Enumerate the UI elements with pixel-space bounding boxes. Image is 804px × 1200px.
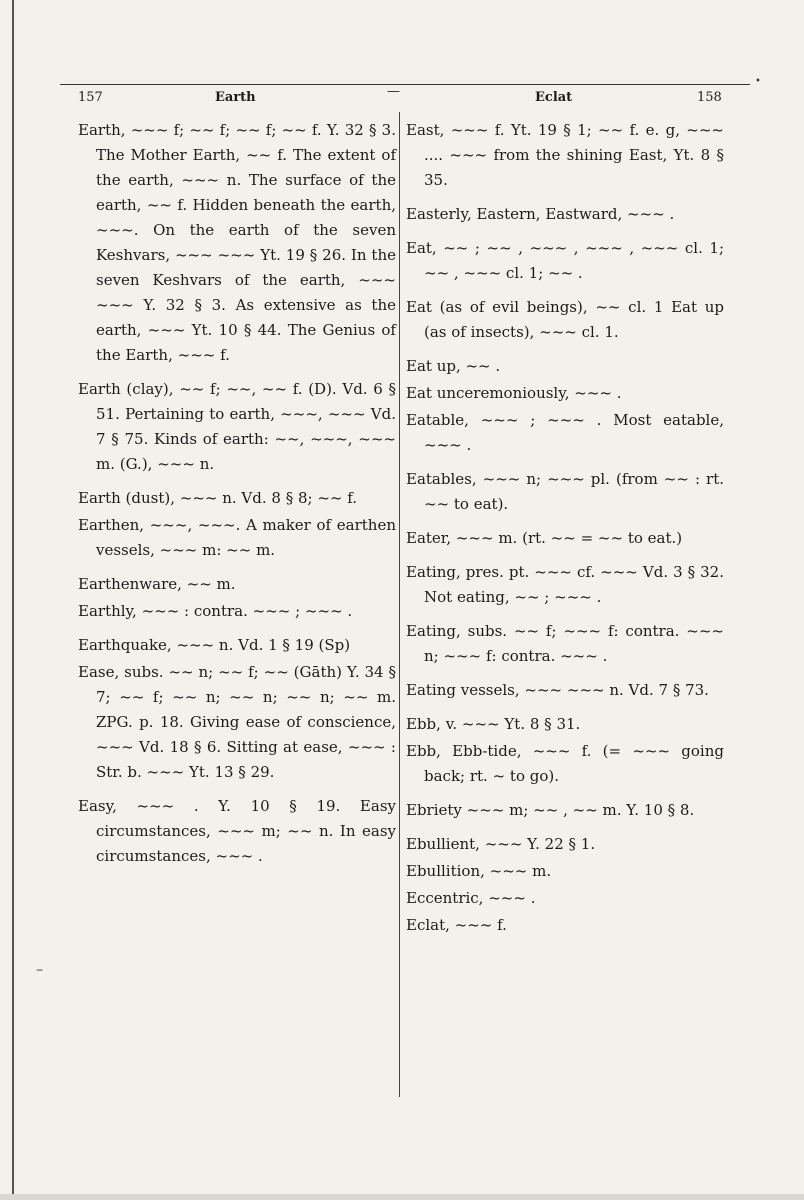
- entry-eat-evil-beings: Eat (as of evil beings), ~~ cl. 1 Eat up (as of insects), ~~~ cl. 1.: [406, 298, 724, 341]
- entry-ebriety: Ebriety ~~~ m; ~~ , ~~ m. Y. 10 § 8.: [406, 801, 695, 819]
- entry-eclat: Eclat, ~~~ f.: [406, 916, 507, 934]
- entry-eccentric: Eccentric, ~~~ .: [406, 889, 536, 907]
- right-column: [406, 118, 724, 940]
- entry-earthly: Earthly, ~~~ : contra. ~~~ ; ~~~ .: [78, 602, 353, 620]
- entry-eating-vessels: Eating vessels, ~~~ ~~~ n. Vd. 7 § 73.: [406, 681, 709, 699]
- right-headword: Eclat: [535, 90, 573, 105]
- entry-easterly: Easterly, Eastern, Eastward, ~~~ .: [406, 205, 675, 223]
- entry-easy: Easy, ~~~ . Y. 10 § 19. Easy circumstances, ~~~ m; ~~ n. In easy circumstances, ~~~ .: [78, 797, 396, 865]
- entry-eatable: Eatable, ~~~ ; ~~~ . Most eatable, ~~~ .: [406, 411, 724, 454]
- left-column: [78, 118, 396, 878]
- entry-eating-subs: Eating, subs. ~~ f; ~~~ f: contra. ~~~ n; ~~~ f: contra. ~~~ .: [406, 622, 724, 665]
- entry-ebullient: Ebullient, ~~~ Y. 22 § 1.: [406, 835, 596, 853]
- header-rule: [60, 84, 750, 85]
- page-header: [60, 84, 750, 108]
- entry-eater: Eater, ~~~ m. (rt. ~~ = ~~ to eat.): [406, 529, 683, 547]
- entry-ebullition: Ebullition, ~~~ m.: [406, 862, 552, 880]
- entry-ease: Ease, subs. ~~ n; ~~ f; ~~ (Gāth) Y. 34 § 7; ~~ f; ~~ n; ~~ n; ~~ n; ~~ m. ZPG. p. 18. Giving ease of conscience, ~~~ Vd. 18 § 6. Sitting at ease, ~~~ : Str. b. ~~~ Yt. 13 § 29.: [78, 663, 396, 781]
- entry-eat: Eat, ~~ ; ~~ , ~~~ , ~~~ , ~~~ cl. 1; ~~ , ~~~ cl. 1; ~~ .: [406, 239, 724, 282]
- entry-earthen: Earthen, ~~~, ~~~. A maker of earthen vessels, ~~~ m: ~~ m.: [78, 516, 396, 559]
- entry-earth: Earth, ~~~ f; ~~ f; ~~ f; ~~ f. Y. 32 § 3. The Mother Earth, ~~ f. The extent of the earth, ~~~ n. The surface of the earth, ~~ f. Hidden beneath the earth, ~~~. On the earth of the seven Keshvars, ~~~ ~~~ Yt. 19 § 26. In the seven Keshvars of the earth, ~~~ ~~~ Y. 32 § 3. As extensive as the earth, ~~~ Yt. 10 § 44. The Genius of the Earth, ~~~ f.: [78, 121, 396, 364]
- entry-eat-up: Eat up, ~~ .: [406, 357, 501, 375]
- entry-earth-clay: Earth (clay), ~~ f; ~~, ~~ f. (D). Vd. 6 § 51. Pertaining to earth, ~~~, ~~~ Vd. 7 § 75. Kinds of earth: ~~, ~~~, ~~~ m. (G.), ~~~ n.: [78, 380, 396, 473]
- header-separator: —: [387, 84, 400, 99]
- column-divider: [399, 112, 400, 1097]
- entry-ebb-tide: Ebb, Ebb-tide, ~~~ f. (= ~~~ going back; rt. ~ to go).: [406, 742, 724, 785]
- margin-mark: –: [36, 962, 43, 978]
- margin-dot: •: [755, 76, 761, 87]
- left-headword: Earth: [215, 90, 256, 105]
- entry-earthquake: Earthquake, ~~~ n. Vd. 1 § 19 (Sp): [78, 636, 351, 654]
- entry-eatables: Eatables, ~~~ n; ~~~ pl. (from ~~ : rt. ~~ to eat).: [406, 470, 724, 513]
- entry-ebb: Ebb, v. ~~~ Yt. 8 § 31.: [406, 715, 581, 733]
- left-page-number: 157: [78, 90, 103, 105]
- entry-earthenware: Earthenware, ~~ m.: [78, 575, 236, 593]
- right-page-number: 158: [697, 90, 722, 105]
- entry-east: East, ~~~ f. Yt. 19 § 1; ~~ f. e. g, ~~~ .... ~~~ from the shining East, Yt. 8 § 35.: [406, 121, 724, 189]
- page-edge: [12, 0, 14, 1200]
- page-bottom-edge: [0, 1194, 804, 1200]
- entry-earth-dust: Earth (dust), ~~~ n. Vd. 8 § 8; ~~ f.: [78, 489, 358, 507]
- entry-eat-unceremoniously: Eat unceremoniously, ~~~ .: [406, 384, 622, 402]
- entry-eating-pres: Eating, pres. pt. ~~~ cf. ~~~ Vd. 3 § 32. Not eating, ~~ ; ~~~ .: [406, 563, 724, 606]
